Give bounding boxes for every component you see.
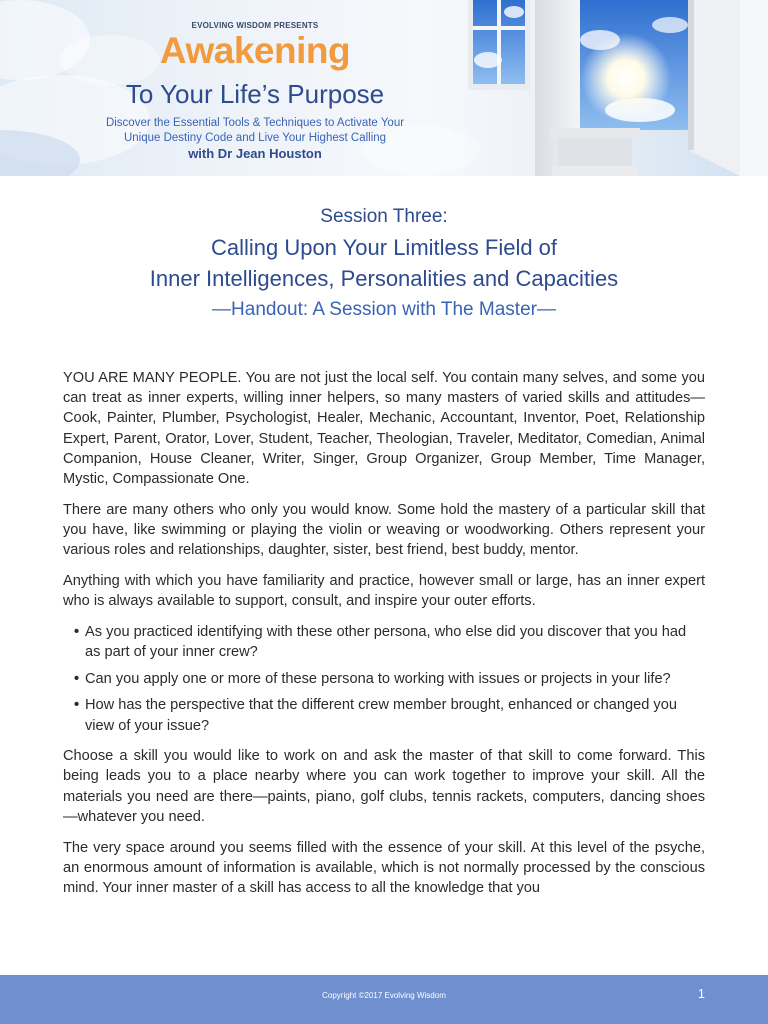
presenter-label: EVOLVING WISDOM PRESENTS bbox=[191, 21, 319, 30]
page-number: 1 bbox=[697, 986, 705, 1001]
tagline-line-2: Unique Destiny Code and Live Your Highest Calling bbox=[123, 132, 387, 144]
program-title: Awakening bbox=[159, 30, 351, 71]
session-title-line-1: Calling Upon Your Limitless Field of bbox=[210, 235, 558, 260]
page-footer bbox=[0, 975, 768, 1024]
reflection-questions bbox=[63, 622, 705, 736]
handout-body bbox=[63, 368, 705, 909]
paragraph-choose-skill: Choose a skill you would like to work on and ask the master of that skill to come forward. This being leads you to a place nearby where you can work together to improve your skill. All the materials you need are there—paints, piano, golf clubs, tennis rackets, computers, dancing shoes—whatever you need. bbox=[63, 748, 705, 825]
open-window-illustration bbox=[440, 0, 768, 176]
program-tagline bbox=[70, 116, 440, 146]
handout-subtitle: —Handout: A Session with The Master— bbox=[212, 299, 556, 320]
paragraph-inner-expert: Anything with which you have familiarity and practice, however small or large, has an inner expert who is always available to support, consult, and inspire your outer efforts. bbox=[63, 572, 705, 610]
session-title-line-2: Inner Intelligences, Personalities and Capacities bbox=[149, 266, 619, 291]
paragraph-many-people: YOU ARE MANY PEOPLE. You are not just the local self. You contain many selves, and some you can treat as inner experts, willing inner helpers, so many masters of varied skills and attitudes—Cook, Painter, Plumber, Psychologist, Healer, Mechanic, Accountant, Inventor, Poet, Relationship Expert, Parent, Orator, Lover, Student, Teacher, Theologian, Traveler, Meditator, Comedian, Animal Companion, House Cleaner, Writer, Singer, Group Organizer, Group Member, Time Manager, Mystic, Compassionate One. bbox=[63, 370, 705, 488]
session-label: Session Three: bbox=[320, 206, 448, 227]
list-item bbox=[63, 669, 705, 689]
bullet-text: Can you apply one or more of these persona to working with issues or projects in your life? bbox=[85, 670, 671, 687]
bullet-icon: • bbox=[74, 670, 80, 687]
tagline-line-1: Discover the Essential Tools & Techniques to Activate Your bbox=[105, 117, 405, 129]
paragraph-space-around: The very space around you seems filled with the essence of your skill. At this level of the psyche, an enormous amount of information is available, which is not normally processed by the conscious mind. Your inner master of a skill has access to all the knowledge that you bbox=[63, 839, 705, 896]
bullet-text: As you practiced identifying with these other persona, who else did you discover that you had as part of your inner crew? bbox=[85, 623, 687, 660]
copyright-notice: Copyright ©2017 Evolving Wisdom bbox=[322, 991, 446, 1000]
program-subtitle: To Your Life’s Purpose bbox=[125, 79, 385, 109]
header-banner bbox=[0, 0, 768, 176]
program-host: with Dr Jean Houston bbox=[188, 146, 322, 161]
list-item bbox=[63, 622, 705, 662]
paragraph-others: There are many others who only you would know. Some hold the mastery of a particular skill that you have, like swimming or playing the violin or weaving or woodworking. Others represent your various roles and relationships, daughter, sister, best friend, best buddy, mentor. bbox=[63, 501, 705, 559]
bullet-icon: • bbox=[74, 623, 80, 640]
bullet-icon: • bbox=[74, 697, 80, 714]
bullet-text: How has the perspective that the different crew member brought, enhanced or changed you view of your issue? bbox=[85, 697, 677, 734]
list-item bbox=[63, 695, 705, 735]
